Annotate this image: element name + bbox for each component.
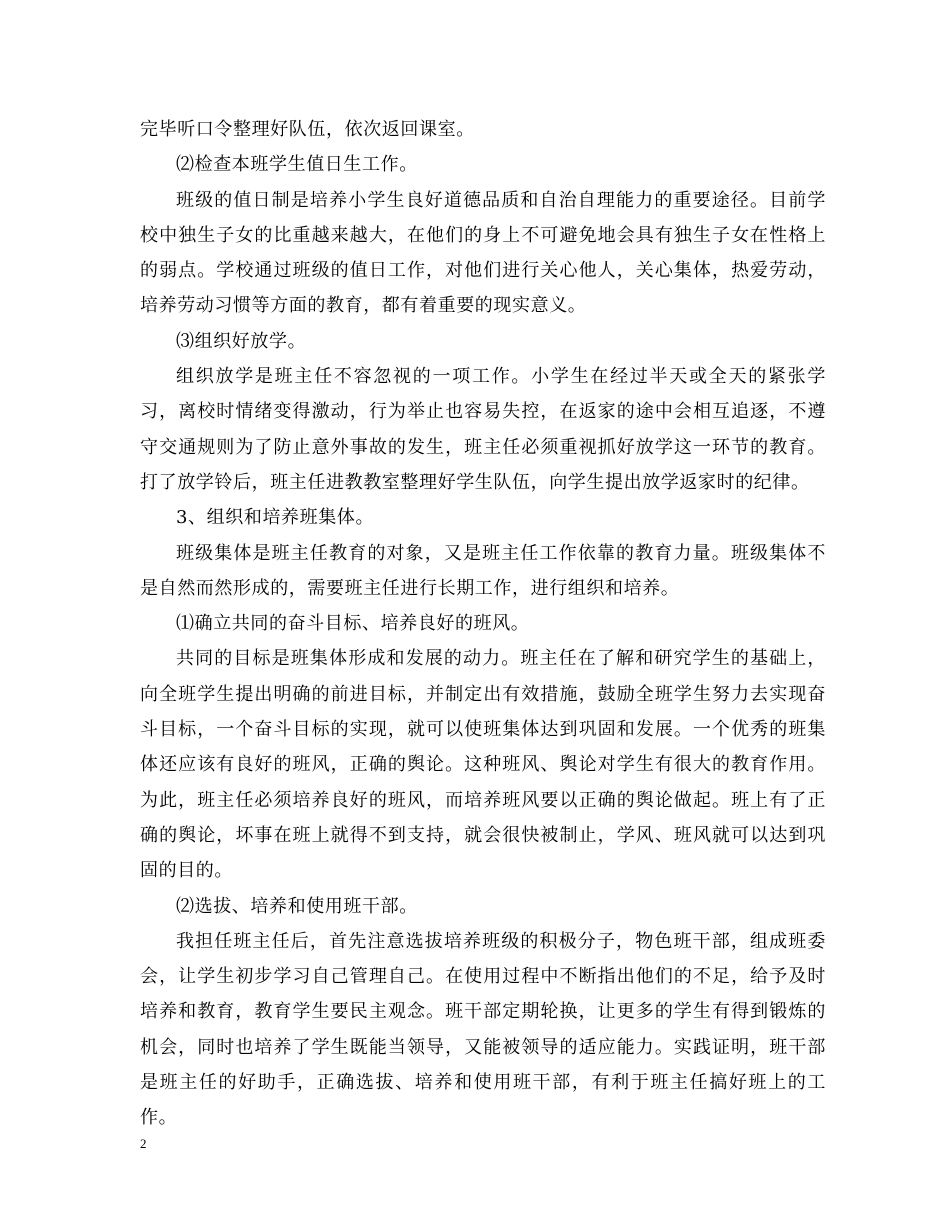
subheading-dismissal: ⑶组织好放学。 (176, 330, 307, 352)
document-body (140, 112, 826, 1136)
paragraph-duty-system: 班级的值日制是培养小学生良好道德品质和自治自理能力的重要途径。目前学校中独生子女的比重越来越大，在他们的身上不可避免地会具有独生子女在性格上的弱点。学校通过班级的值日工作，对他们进行关心他人，关心集体，热爱劳动，培养劳动习惯等方面的教育，都有着重要的现实意义。 (140, 189, 826, 317)
page-number: 2 (140, 1136, 147, 1151)
section-heading-class-collective: 3、组织和培养班集体。 (176, 507, 375, 529)
paragraph-common-goal: 共同的目标是班集体形成和发展的动力。班主任在了解和研究学生的基础上，向全班学生提出明确的前进目标，并制定出有效措施，鼓励全班学生努力去实现奋斗目标，一个奋斗目标的实现，就可以使班集体达到巩固和发展。一个优秀的班集体还应该有良好的班风，正确的舆论。这种班风、舆论对学生有很大的教育作用。为此，班主任必须培养良好的班风，而培养班风要以正确的舆论做起。班上有了正确的舆论，坏事在班上就得不到支持，就会很快被制止，学风、班风就可以达到巩固的目的。 (140, 648, 826, 882)
paragraph-continuation: 完毕听口令整理好队伍，依次返回课室。 (140, 119, 475, 140)
paragraph-class-collective: 班级集体是班主任教育的对象，又是班主任工作依靠的教育力量。班级集体不是自然而然形成的，需要班主任进行长期工作，进行组织和培养。 (140, 542, 826, 599)
subheading-duty-check: ⑵检查本班学生值日生工作。 (176, 154, 418, 176)
paragraph-dismissal: 组织放学是班主任不容忽视的一项工作。小学生在经过半天或全天的紧张学习，离校时情绪变得激动，行为举止也容易失控，在返家的途中会相互追逐，不遵守交通规则为了防止意外事故的发生，班主任必须重视抓好放学这一环节的教育。打了放学铃后，班主任进教教室整理好学生队伍，向学生提出放学返家时的纪律。 (140, 366, 826, 493)
subheading-class-cadres: ⑵选拔、培养和使用班干部。 (176, 895, 418, 917)
subheading-common-goal: ⑴确立共同的奋斗目标、培养良好的班风。 (176, 613, 530, 635)
paragraph-class-cadres: 我担任班主任后，首先注意选拔培养班级的积极分子，物色班干部，组成班委会，让学生初步学习自己管理自己。在使用过程中不断指出他们的不足，给予及时培养和教育，教育学生要民主观念。班干部定期轮换，让更多的学生有得到锻炼的机会，同时也培养了学生既能当领导，又能被领导的适应能力。实践证明，班干部是班主任的好助手，正确选拔、培养和使用班干部，有利于班主任搞好班上的工作。 (140, 930, 826, 1129)
